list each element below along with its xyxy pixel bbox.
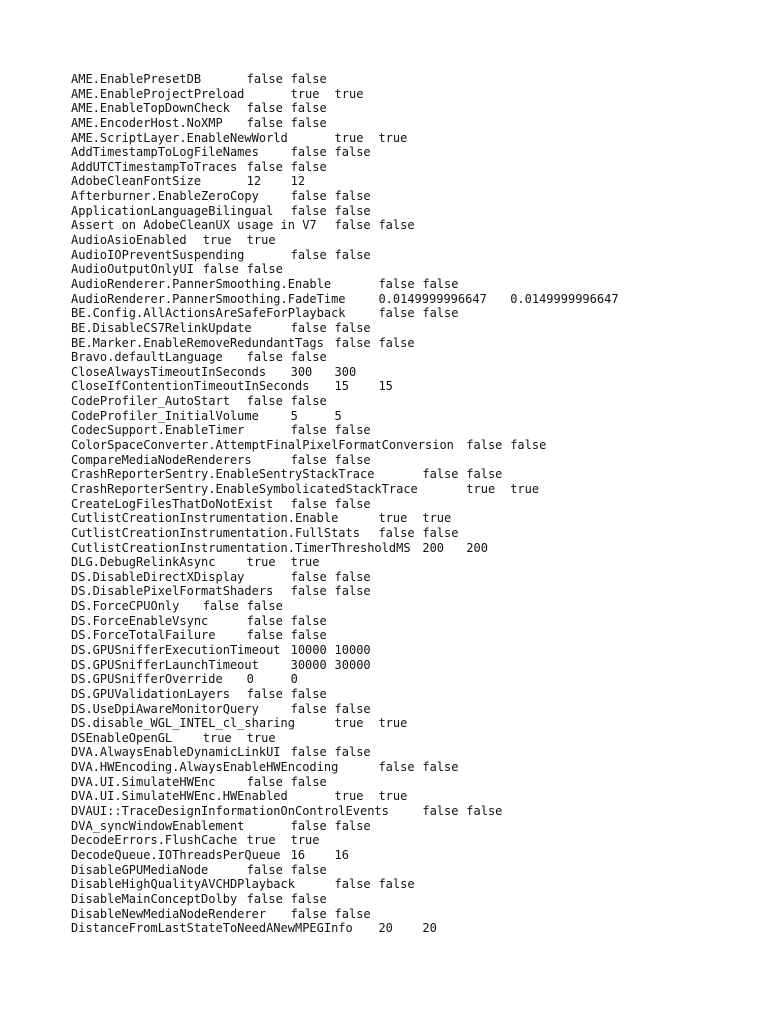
preference-row [71, 145, 751, 160]
preference-key: Afterburner.EnableZeroCopy [71, 189, 259, 204]
preference-row [71, 394, 751, 409]
preference-key: ApplicationLanguageBilingual [71, 203, 274, 218]
preference-row [71, 350, 751, 365]
preference-key: DecodeErrors.FlushCache [71, 833, 238, 848]
preference-value: false [290, 452, 327, 467]
preference-value: false [378, 306, 415, 321]
preference-default-value: false [246, 599, 283, 614]
preference-key: AudioOutputOnlyUI [71, 262, 194, 277]
preference-default-value: true [378, 130, 408, 145]
preference-key: BE.DisableCS7RelinkUpdate [71, 320, 252, 335]
preference-row [71, 409, 751, 424]
preference-row [71, 160, 751, 175]
preference-key: CutlistCreationInstrumentation.Enable [71, 511, 339, 526]
preference-default-value: false [290, 101, 327, 116]
preference-value: true [202, 730, 232, 745]
preference-value: false [290, 145, 327, 160]
preference-row [71, 819, 751, 834]
preference-key: DVA.HWEncoding.AlwaysEnableHWEncoding [71, 760, 339, 775]
preference-default-value: true [378, 716, 408, 731]
preference-default-value: 5 [334, 408, 342, 423]
preference-default-value: true [510, 481, 540, 496]
preference-default-value: false [290, 862, 327, 877]
preference-default-value: false [290, 686, 327, 701]
preference-default-value: false [290, 159, 327, 174]
preference-value: 12 [246, 174, 262, 189]
preference-key: DecodeQueue.IOThreadsPerQueue [71, 847, 281, 862]
preference-row [71, 453, 751, 468]
preference-default-value: 300 [334, 364, 357, 379]
preference-default-value: false [466, 804, 503, 819]
preference-value: false [290, 906, 327, 921]
preference-row [71, 731, 751, 746]
preference-row [71, 892, 751, 907]
preference-row [71, 804, 751, 819]
preference-key: AME.EnableProjectPreload [71, 86, 245, 101]
preference-default-value: false [334, 320, 371, 335]
preference-value: false [246, 159, 283, 174]
preference-value: false [202, 262, 239, 277]
preference-row [71, 555, 751, 570]
preference-row [71, 658, 751, 673]
preference-key: CloseIfContentionTimeoutInSeconds [71, 379, 310, 394]
preference-key: AudioIOPreventSuspending [71, 247, 245, 262]
preference-default-value: false [334, 452, 371, 467]
preference-value: true [334, 130, 364, 145]
preference-key: DS.DisablePixelFormatShaders [71, 584, 274, 599]
preference-row [71, 248, 751, 263]
preference-key: CutlistCreationInstrumentation.FullStats [71, 525, 360, 540]
preference-key: AudioAsioEnabled [71, 233, 187, 248]
preference-default-value: 30000 [334, 657, 371, 672]
preference-value: true [290, 86, 320, 101]
preference-row [71, 526, 751, 541]
preference-row [71, 541, 751, 556]
preference-value: false [290, 320, 327, 335]
preference-row [71, 292, 751, 307]
preference-value: false [246, 891, 283, 906]
preference-default-value: true [334, 86, 364, 101]
preference-value: 20 [378, 921, 393, 936]
preference-row [71, 467, 751, 482]
preference-default-value: false [334, 203, 371, 218]
preference-value: false [334, 335, 371, 350]
preference-default-value: false [378, 218, 415, 233]
preference-value: false [378, 760, 415, 775]
preference-value: true [334, 789, 364, 804]
preference-key: AME.ScriptLayer.EnableNewWorld [71, 130, 288, 145]
preference-key: CrashReporterSentry.EnableSentryStackTrace [71, 467, 375, 482]
preference-key: DS.DisableDirectXDisplay [71, 569, 245, 584]
preference-key: CreateLogFilesThatDoNotExist [71, 496, 274, 511]
preference-default-value: false [290, 72, 327, 86]
preference-row [71, 189, 751, 204]
preference-row [71, 702, 751, 717]
preference-key: DisableNewMediaNodeRenderer [71, 906, 267, 921]
preference-default-value: true [246, 730, 276, 745]
preference-row [71, 438, 751, 453]
preference-key: DSEnableOpenGL [71, 730, 173, 745]
preference-default-value: false [290, 115, 327, 130]
preference-row [71, 204, 751, 219]
preference-default-value: 10000 [334, 642, 371, 657]
preference-value: false [246, 686, 283, 701]
preference-row [71, 174, 751, 189]
preference-default-value: false [290, 628, 327, 643]
preference-key: DVA.UI.SimulateHWEnc [71, 774, 216, 789]
preference-key: Bravo.defaultLanguage [71, 350, 223, 365]
preference-key: CrashReporterSentry.EnableSymbolicatedStackTrace [71, 481, 418, 496]
preference-row [71, 233, 751, 248]
preference-default-value: false [290, 394, 327, 409]
preference-key: DS.UseDpiAwareMonitorQuery [71, 701, 259, 716]
preference-row [71, 218, 751, 233]
preference-row [71, 775, 751, 790]
preference-row [71, 628, 751, 643]
preference-value: false [334, 877, 371, 892]
preference-row [71, 863, 751, 878]
preference-default-value: false [246, 262, 283, 277]
preference-value: false [290, 701, 327, 716]
preference-value: true [246, 555, 276, 570]
preference-value: false [290, 818, 327, 833]
preference-default-value: false [290, 350, 327, 365]
preference-value: true [246, 833, 276, 848]
preference-default-value: 200 [466, 540, 488, 555]
preference-default-value: false [378, 335, 415, 350]
preference-default-value: true [378, 789, 408, 804]
preference-row [71, 789, 751, 804]
preference-row [71, 921, 751, 936]
preference-value: 16 [290, 847, 306, 862]
preference-value: 30000 [290, 657, 327, 672]
preference-key: DVA.AlwaysEnableDynamicLinkUI [71, 745, 281, 760]
preference-key: DVA_syncWindowEnablement [71, 818, 245, 833]
preference-default-value: false [290, 613, 327, 628]
preference-value: false [246, 101, 283, 116]
preference-value: false [202, 599, 239, 614]
preference-row [71, 848, 751, 863]
preference-row [71, 72, 751, 87]
preference-row [71, 336, 751, 351]
preference-row [71, 131, 751, 146]
preference-key: AddTimestampToLogFileNames [71, 145, 259, 160]
preference-default-value: false [334, 745, 371, 760]
preference-row [71, 584, 751, 599]
preference-value: true [334, 716, 364, 731]
preference-row [71, 687, 751, 702]
preference-default-value: true [422, 511, 452, 526]
preference-value: false [290, 189, 327, 204]
preference-value: 5 [290, 408, 298, 423]
preference-row [71, 101, 751, 116]
preference-row [71, 482, 751, 497]
preference-row [71, 497, 751, 512]
preference-key: DVAUI::TraceDesignInformationOnControlEvents [71, 804, 389, 819]
preference-default-value: false [334, 189, 371, 204]
preference-value: false [246, 628, 283, 643]
preference-row [71, 379, 751, 394]
preference-key: DS.ForceEnableVsync [71, 613, 209, 628]
preference-key: DLG.DebugRelinkAsync [71, 555, 216, 570]
preference-row [71, 907, 751, 922]
preference-row [71, 760, 751, 775]
preference-row [71, 365, 751, 380]
preference-default-value: 20 [422, 921, 437, 936]
preference-value: false [246, 350, 283, 365]
preference-key: DisableMainConceptDolby [71, 891, 238, 906]
preference-key: CodecSupport.EnableTimer [71, 423, 245, 438]
preference-row [71, 511, 751, 526]
preference-key: DS.GPUSnifferOverride [71, 672, 223, 687]
preference-default-value: false [334, 423, 371, 438]
preference-key: DS.GPUValidationLayers [71, 686, 230, 701]
preference-default-value: 0 [290, 672, 298, 687]
preference-value: false [290, 423, 327, 438]
preference-default-value: true [290, 555, 320, 570]
preference-value: false [246, 115, 283, 130]
preference-key: CloseAlwaysTimeoutInSeconds [71, 364, 267, 379]
preference-key: DS.GPUSnifferExecutionTimeout [71, 642, 281, 657]
preference-key: CutlistCreationInstrumentation.TimerThresholdMS [71, 540, 411, 555]
preference-key: DS.ForceCPUOnly [71, 599, 180, 614]
preference-key: Assert on AdobeCleanUX usage in V7 [71, 218, 317, 233]
preference-value: 15 [334, 379, 349, 394]
preference-value: true [378, 511, 408, 526]
preference-default-value: false [334, 701, 371, 716]
preference-default-value: 0.0149999996647 [510, 291, 619, 306]
preference-default-value: false [422, 525, 459, 540]
preference-value: false [246, 613, 283, 628]
preference-default-value: true [290, 833, 320, 848]
preference-default-value: false [334, 584, 371, 599]
preference-row [71, 716, 751, 731]
preference-row [71, 745, 751, 760]
preference-default-value: false [378, 877, 415, 892]
preference-value: false [290, 496, 327, 511]
preference-key: ColorSpaceConverter.AttemptFinalPixelFormatConversion [71, 438, 454, 453]
preference-value: false [290, 745, 327, 760]
preference-key: DisableHighQualityAVCHDPlayback [71, 877, 295, 892]
preference-key: DistanceFromLastStateToNeedANewMPEGInfo [71, 921, 353, 936]
preference-value: 10000 [290, 642, 327, 657]
preference-row [71, 116, 751, 131]
preference-value: false [378, 276, 415, 291]
preference-value: false [246, 774, 283, 789]
preference-key: AudioRenderer.PannerSmoothing.FadeTime [71, 291, 346, 306]
preference-row [71, 306, 751, 321]
preference-row [71, 87, 751, 102]
preference-row [71, 614, 751, 629]
preference-value: false [378, 525, 415, 540]
preference-row [71, 877, 751, 892]
preference-row [71, 423, 751, 438]
preference-value: false [246, 862, 283, 877]
preference-key: DS.GPUSnifferLaunchTimeout [71, 657, 259, 672]
preference-default-value: false [422, 306, 459, 321]
preference-key: BE.Config.AllActionsAreSafeForPlayback [71, 306, 346, 321]
preference-value: false [334, 218, 371, 233]
preference-value: false [422, 804, 459, 819]
preference-value: 200 [422, 540, 445, 555]
preference-row [71, 643, 751, 658]
preference-key: AME.EnablePresetDB [71, 72, 202, 86]
preference-default-value: false [290, 891, 327, 906]
preference-key: CodeProfiler_AutoStart [71, 394, 230, 409]
preference-default-value: 12 [290, 174, 306, 189]
preference-row [71, 599, 751, 614]
preference-row [71, 672, 751, 687]
preference-key: DVA.UI.SimulateHWEnc.HWEnabled [71, 789, 288, 804]
preference-key: AME.EnableTopDownCheck [71, 101, 230, 116]
preference-list [71, 72, 751, 936]
preference-value: false [290, 569, 327, 584]
preference-key: DisableGPUMediaNode [71, 862, 209, 877]
preference-key: BE.Marker.EnableRemoveRedundantTags [71, 335, 324, 350]
preference-key: AddUTCTimestampToTraces [71, 159, 238, 174]
preference-default-value: false [334, 569, 371, 584]
preference-value: false [246, 394, 283, 409]
preference-row [71, 277, 751, 292]
preference-row [71, 570, 751, 585]
preference-value: false [466, 438, 503, 453]
preference-key: CompareMediaNodeRenderers [71, 452, 252, 467]
preference-value: false [290, 203, 327, 218]
preference-value: 300 [290, 364, 313, 379]
preference-key: DS.ForceTotalFailure [71, 628, 216, 643]
preference-row [71, 321, 751, 336]
preference-default-value: false [510, 438, 547, 453]
preference-key: DS.disable_WGL_INTEL_cl_sharing [71, 716, 295, 731]
preference-default-value: false [466, 467, 503, 482]
preference-default-value: true [246, 233, 276, 248]
preference-key: CodeProfiler_InitialVolume [71, 408, 259, 423]
preference-value: true [466, 481, 496, 496]
preference-value: false [422, 467, 459, 482]
preference-default-value: false [290, 774, 327, 789]
preference-default-value: 16 [334, 847, 349, 862]
preference-key: AdobeCleanFontSize [71, 174, 202, 189]
preference-default-value: false [334, 818, 371, 833]
preference-default-value: false [422, 276, 459, 291]
preference-default-value: false [334, 247, 371, 262]
preference-row [71, 833, 751, 848]
preference-default-value: false [334, 906, 371, 921]
preference-value: false [290, 247, 327, 262]
preference-value: false [246, 72, 283, 86]
preference-key: AME.EncoderHost.NoXMP [71, 115, 223, 130]
preference-value: true [202, 233, 232, 248]
preference-default-value: false [334, 145, 371, 160]
preference-value: 0.0149999996647 [378, 291, 487, 306]
preference-row [71, 262, 751, 277]
preference-value: 0 [246, 672, 254, 687]
preference-default-value: 15 [378, 379, 393, 394]
preference-value: false [290, 584, 327, 599]
preference-default-value: false [422, 760, 459, 775]
preference-default-value: false [334, 496, 371, 511]
preference-key: AudioRenderer.PannerSmoothing.Enable [71, 276, 332, 291]
